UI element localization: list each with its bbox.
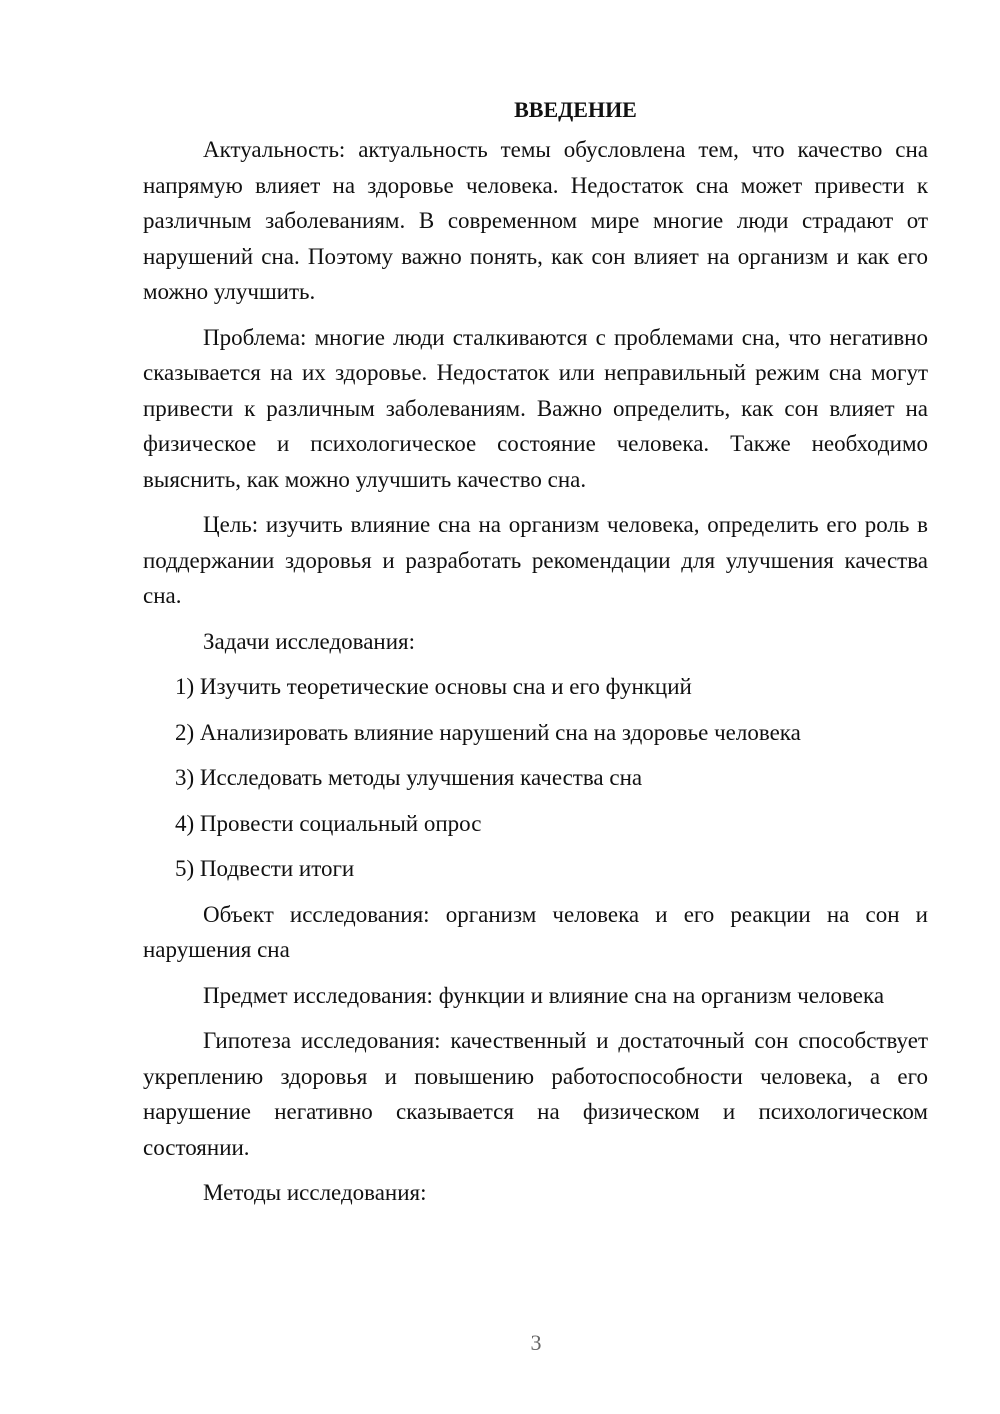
page-content	[143, 92, 928, 1221]
methods-label: Методы исследования:	[203, 1180, 427, 1205]
hypothesis-paragraph: Гипотеза исследования: качественный и достаточный сон способствует укреплению здоровья и повышению работоспособности человека, а его нарушение негативно сказывается на физическом и психологическом состоянии.	[143, 1028, 928, 1160]
relevance-paragraph: Актуальность: актуальность темы обусловлена тем, что качество сна напрямую влияет на здоровье человека. Недостаток сна может привести к различным заболеваниям. В современном мире многие люди страдают от нарушений сна. Поэтому важно понять, как сон влияет на организм и как его можно улучшить.	[143, 137, 928, 304]
page-number: 3	[530, 1330, 542, 1355]
tasks-list	[143, 669, 928, 887]
task-item: 2) Анализировать влияние нарушений сна на здоровье человека	[175, 719, 801, 745]
task-item: 5) Подвести итоги	[175, 856, 355, 881]
problem-paragraph: Проблема: многие люди сталкиваются с проблемами сна, что негативно сказывается на их здоровье. Недостаток или неправильный режим сна могут привести к различным заболеваниям. Важно определить, как сон влияет на физическое и психологическое состояние человека. Также необходимо выяснить, как можно улучшить качество сна.	[143, 324, 928, 492]
task-item: 3) Исследовать методы улучшения качества сна	[175, 765, 643, 790]
task-item: 1) Изучить теоретические основы сна и его функций	[175, 674, 692, 699]
subject-paragraph: Предмет исследования: функции и влияние сна на организм человека	[203, 982, 885, 1008]
task-item: 4) Провести социальный опрос	[175, 810, 482, 836]
goal-paragraph: Цель: изучить влияние сна на организм человека, определить его роль в поддержании здоровья и разработать рекомендации для улучшения качества сна.	[143, 512, 928, 608]
tasks-label: Задачи исследования:	[203, 628, 416, 654]
object-paragraph: Объект исследования: организм человека и его реакции на сон и нарушения сна	[143, 901, 928, 962]
section-heading: ВВЕДЕНИЕ	[514, 97, 637, 122]
